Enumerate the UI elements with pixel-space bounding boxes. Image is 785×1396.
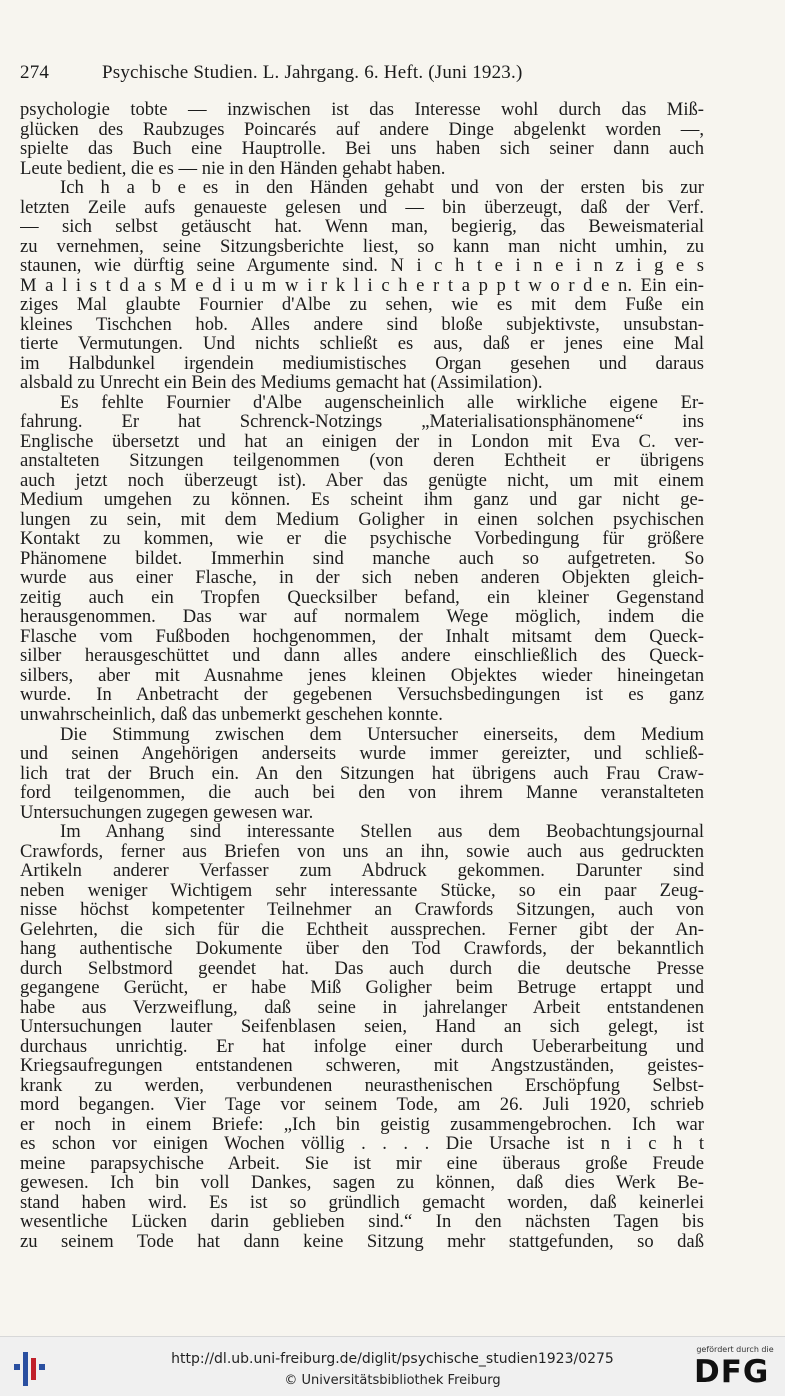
text-line: zu vernehmen, seine Sitzungsberichte liest, so kann man nicht umhin, zu (20, 236, 704, 257)
running-head: Psychische Studien. L. Jahrgang. 6. Heft. (Juni 1923.) (102, 62, 523, 83)
text-line: im Halbdunkel irgendein mediumistisches Organ gesehen und daraus (20, 353, 704, 374)
text-line: Gelehrten, die sich für die Echtheit aussprechen. Ferner gibt der An- (20, 919, 704, 940)
text-line: stand haben wird. Es ist so gründlich gemacht worden, daß keinerlei (20, 1192, 704, 1213)
text-line: psychologie tobte — inzwischen ist das Interesse wohl durch das Miß- (20, 100, 704, 120)
text-line: silbers, aber mit Ausnahme jenes kleinen Objektes wieder hineingetan (20, 665, 704, 686)
text-line: Ich h a b e es in den Händen gehabt und von der ersten bis zur (60, 178, 704, 198)
text-line: tierte Vermutungen. Und nichts schließt es aus, daß er jenes eine Mal (20, 334, 704, 354)
text-line: Medium umgehen zu können. Es scheint ihm ganz und gar nicht ge- (20, 490, 704, 510)
text-line: letzten Zeile aufs genaueste gelesen und — bin überzeugt, daß der Verf. (20, 197, 704, 218)
page-number: 274 (20, 62, 50, 83)
text-line: gegangene Gerücht, er habe Miß Goligher beim Betruge ertappt und (20, 978, 704, 998)
text-line: glücken des Raubzuges Poincarés auf andere Dinge abgelenkt worden —, (20, 119, 704, 140)
text-line: und seinen Angehörigen anderseits wurde immer gereizter, und schließ- (20, 744, 704, 764)
text-line: kleines Tischchen hob. Alles andere sind bloße subjektivste, unsubstan- (20, 314, 704, 335)
text-line: Kontakt zu kommen, wie er die psychische Vorbedingung für größere (20, 529, 704, 549)
text-line: Es fehlte Fournier d'Albe augenscheinlich alle wirkliche eigene Er- (60, 392, 704, 413)
text-line: meine parapsychische Arbeit. Sie ist mir eine überaus große Freude (20, 1153, 704, 1174)
text-line: Untersuchungen zugegen gewesen war. (20, 802, 314, 823)
text-line: lungen zu sein, mit dem Medium Goligher in einen solchen psychischen (20, 509, 704, 530)
text-line: habe aus Verzweiflung, daß seine in jahrelanger Arbeit entstandenen (20, 997, 704, 1018)
text-line: Die Stimmung zwischen dem Untersucher einerseits, dem Medium (60, 724, 704, 745)
text-line: ford teilgenommen, die auch bei den von ihrem Manne veranstalteten (20, 783, 704, 803)
text-line: mord begangen. Vier Tage vor seinem Tode, am 26. Juli 1920, schrieb (20, 1095, 704, 1115)
text-line: Englische übersetzt und hat an einigen der in London mit Eva C. ver- (20, 431, 704, 452)
text-line: wurde. In Anbetracht der gegebenen Versuchsbedingungen ist es ganz (20, 685, 704, 705)
text-line: neben weniger Wichtigem sehr interessante Stücke, so ein paar Zeug- (20, 880, 704, 901)
text-line: nisse höchst kompetenter Teilnehmer an Crawfords Sitzungen, auch von (20, 900, 704, 920)
text-line: er noch in einem Briefe: „Ich bin geistig zusammengebrochen. Ich war (20, 1114, 704, 1135)
text-line: — sich selbst getäuscht hat. Wenn man, begierig, das Beweismaterial (20, 217, 704, 237)
text-line: staunen, wie dürftig seine Argumente sind. N i c h t e i n e i n z i g e s (20, 256, 704, 276)
text-line: zu seinem Tode hat dann keine Sitzung mehr stattgefunden, so daß (20, 1231, 704, 1252)
text-line: hang authentische Dokumente über den Tod Crawfords, der bekanntlich (20, 939, 704, 959)
body-text (20, 100, 704, 1251)
text-line: Flasche vom Fußboden hochgenommen, der Inhalt mitsamt dem Queck- (20, 626, 704, 647)
text-line: alsbald zu Unrecht ein Bein des Mediums gemacht hat (Assimilation). (20, 373, 543, 393)
text-line: ziges Mal glaubte Fournier d'Albe zu sehen, wie es mit dem Fuße ein (20, 295, 704, 315)
footer-copyright: © Universitätsbibliothek Freiburg (284, 1373, 501, 1388)
text-line: Kriegsaufregungen entstandenen schweren, mit Angstzuständen, geistes- (20, 1056, 704, 1076)
text-line: Untersuchungen lauter Seifenblasen seien, Hand an sich gelegt, ist (20, 1017, 704, 1037)
text-line: Phänomene bildet. Immerhin sind manche auch so aufgetreten. So (20, 548, 704, 569)
text-line: gewesen. Ich bin voll Dankes, sagen zu können, daß dies Werk Be- (20, 1173, 704, 1193)
text-line: Crawfords, ferner aus Briefen von uns an ihn, sowie auch aus gedruckten (20, 841, 704, 862)
dfg-logo-icon: DFG (694, 1354, 770, 1390)
dfg-caption: gefördert durch die (696, 1345, 774, 1354)
text-line: spielte das Buch eine Hauptrolle. Bei uns haben sich seiner dann auch (20, 139, 704, 159)
text-line: Im Anhang sind interessante Stellen aus dem Beobachtungsjournal (60, 822, 704, 842)
text-line: krank zu werden, verbundenen neurasthenischen Erschöpfung Selbst- (20, 1075, 704, 1096)
text-line: unwahrscheinlich, daß das unbemerkt geschehen konnte. (20, 704, 443, 725)
footer-url[interactable]: http://dl.ub.uni-freiburg.de/diglit/psychische_studien1923/0275 (171, 1351, 614, 1367)
text-line: wurde aus einer Flasche, in der sich neben anderen Objekten gleich- (20, 568, 704, 588)
page-header (20, 62, 706, 88)
text-line: Artikeln anderer Verfasser zum Abdruck gekommen. Darunter sind (20, 861, 704, 881)
text-line: durch Selbstmord geendet hat. Das auch durch die deutsche Presse (20, 958, 704, 979)
text-line: silber herausgeschüttet und dann alles andere einschließlich des Queck- (20, 646, 704, 666)
text-line: herausgenommen. Das war auf normalem Wege möglich, indem die (20, 607, 704, 627)
text-line: es schon vor einigen Wochen völlig . . . . Die Ursache ist n i c h t (20, 1134, 704, 1154)
text-line: anstalteten Sitzungen teilgenommen (von deren Echtheit er übrigens (20, 451, 704, 471)
text-line: auch jetzt noch überzeugt ist). Aber das genügte nicht, um mit einem (20, 470, 704, 491)
text-line: lich trat der Bruch ein. An den Sitzungen hat übrigens auch Frau Craw- (20, 763, 704, 784)
text-line: zeitig auch ein Tropfen Quecksilber befand, ein kleiner Gegenstand (20, 587, 704, 608)
dfg-sponsor (690, 1345, 780, 1391)
text-line: durchaus unrichtig. Er hat infolge einer durch Ueberarbeitung und (20, 1036, 704, 1057)
text-line: wesentliche Lücken darin geblieben sind.“ In den nächsten Tagen bis (20, 1212, 704, 1232)
text-line: Leute bedient, die es — nie in den Händen gehabt haben. (20, 158, 446, 179)
text-line: M a l i s t d a s M e d i u m w i r k l i c h e r t a p p t w o r d e n. Ein ein- (20, 275, 704, 296)
text-line: fahrung. Er hat Schrenck-Notzings „Materialisationsphänomene“ ins (20, 412, 704, 432)
